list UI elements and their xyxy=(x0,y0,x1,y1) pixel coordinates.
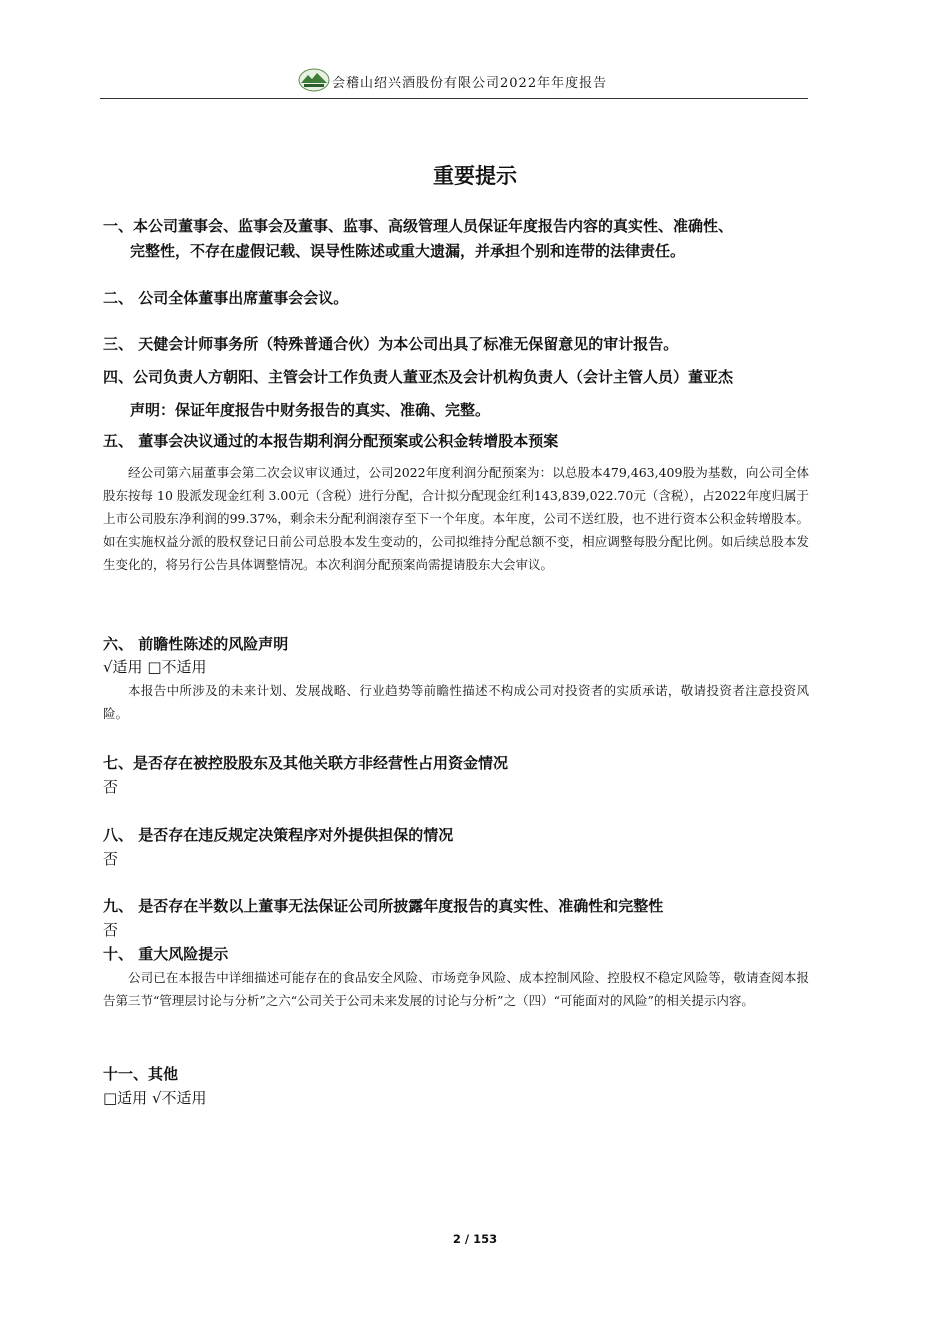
section-3: 三、 天健会计师事务所（特殊普通合伙）为本公司出具了标准无保留意见的审计报告。 xyxy=(103,335,679,353)
section-6-text: 本报告中所涉及的未来计划、发展战略、行业趋势等前瞻性描述不构成公司对投资者的实质承诺，敬请投资者注意投资风险。 xyxy=(103,683,809,721)
section-8-heading: 八、 是否存在违反规定决策程序对外提供担保的情况 xyxy=(103,826,454,844)
section-4-line-2: 声明：保证年度报告中财务报告的真实、准确、完整。 xyxy=(130,401,491,419)
section-7-heading: 七、是否存在被控股股东及其他关联方非经营性占用资金情况 xyxy=(103,754,509,772)
section-1-line-1: 一、本公司董事会、监事会及董事、监事、高级管理人员保证年度报告内容的真实性、准确性、 xyxy=(103,217,734,235)
company-logo-icon xyxy=(298,68,330,92)
section-9-heading: 九、 是否存在半数以上董事无法保证公司所披露年度报告的真实性、准确性和完整性 xyxy=(103,897,664,915)
header-title: 会稽山绍兴酒股份有限公司2022年年度报告 xyxy=(332,76,608,91)
section-8-answer: 否 xyxy=(103,850,119,868)
page-title: 重要提示 xyxy=(433,164,517,188)
section-9-answer: 否 xyxy=(103,921,119,939)
section-4-line-1: 四、公司负责人方朝阳、主管会计工作负责人董亚杰及会计机构负责人（会计主管人员）董亚杰 xyxy=(103,368,734,386)
section-5-text: 经公司第六届董事会第二次会议审议通过，公司2022年度利润分配预案为：以总股本479,463,409股为基数，向公司全体股东按每 10 股派发现金红利 3.00元（含税）进行分配，合计拟分配现金红利143,839,022.70元（含税），占2022年度归属于上市公司股东净利润的99.37%，剩余未分配利润滚存至下一个年度。本年度，公司不送红股，也不进行资本公积金转增股本。如在实施权益分派的股权登记日前公司总股本发生变动的，公司拟维持分配总额不变，相应调整每股分配比例。如后续总股本发生变化的，将另行公告具体调整情况。本次利润分配预案尚需提请股东大会审议。 xyxy=(103,465,809,572)
section-1-line-2: 完整性，不存在虚假记载、误导性陈述或重大遗漏，并承担个别和连带的法律责任。 xyxy=(130,242,686,260)
section-11-applicability: □适用 √不适用 xyxy=(103,1089,207,1107)
section-11-heading: 十一、其他 xyxy=(103,1065,179,1083)
page-header xyxy=(100,66,808,99)
section-6-heading: 六、 前瞻性陈述的风险声明 xyxy=(103,635,289,653)
section-7-answer: 否 xyxy=(103,778,119,796)
page-number: 2 / 153 xyxy=(452,1232,498,1246)
section-6-applicability: √适用 □不适用 xyxy=(103,658,207,676)
section-2: 二、 公司全体董事出席董事会会议。 xyxy=(103,289,349,307)
section-10-heading: 十、 重大风险提示 xyxy=(103,945,229,963)
section-10-text: 公司已在本报告中详细描述可能存在的食品安全风险、市场竞争风险、成本控制风险、控股权不稳定风险等，敬请查阅本报告第三节“管理层讨论与分析”之六“公司关于公司未来发展的讨论与分析”之（四）“可能面对的风险”的相关提示内容。 xyxy=(103,970,809,1008)
section-5-heading: 五、 董事会决议通过的本报告期利润分配预案或公积金转增股本预案 xyxy=(103,432,559,450)
